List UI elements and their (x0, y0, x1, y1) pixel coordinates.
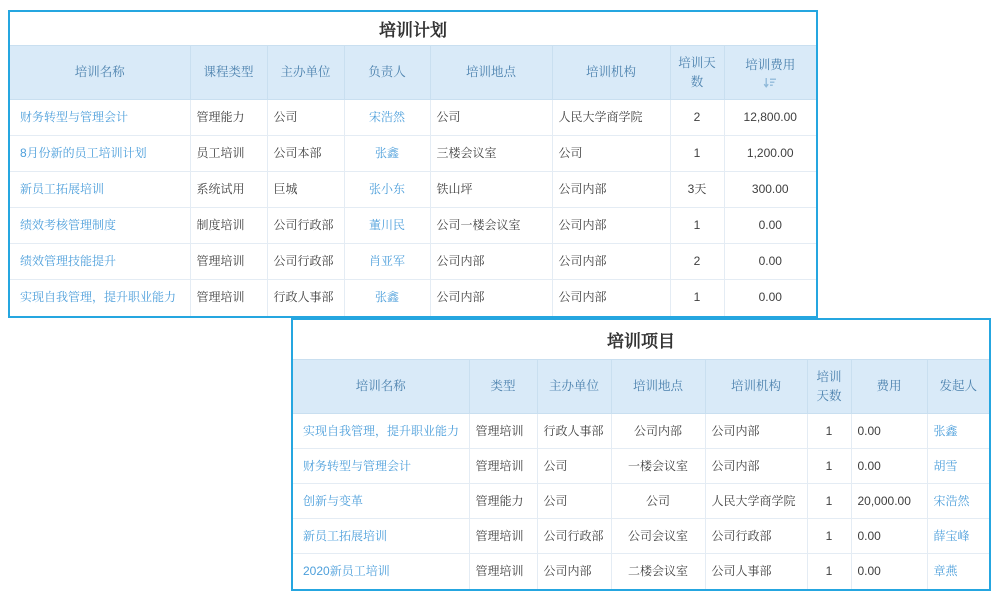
column-header-training-name: 培训名称 (10, 46, 190, 100)
column-header-training-fee[interactable]: 培训费用 (724, 46, 816, 100)
table-cell: 管理培训 (469, 414, 537, 449)
table-cell: 人民大学商学院 (705, 484, 807, 519)
table-cell: 0.00 (724, 280, 816, 316)
table-row (293, 554, 989, 589)
table-cell: 公司会议室 (611, 519, 705, 554)
table-cell: 管理培训 (190, 244, 267, 280)
table-cell: 0.00 (724, 244, 816, 280)
table-cell: 公司内部 (537, 554, 611, 589)
table-cell: 公司行政部 (267, 244, 344, 280)
table-row (10, 172, 816, 208)
training-project-grid (293, 359, 989, 589)
link-cell[interactable]: 8月份新的员工培训计划 (10, 136, 190, 172)
link-cell[interactable]: 张小东 (344, 172, 430, 208)
header-row (10, 46, 816, 100)
table-row (293, 519, 989, 554)
link-cell[interactable]: 创新与变革 (293, 484, 469, 519)
table-cell: 人民大学商学院 (552, 100, 670, 136)
training-plan-table (8, 10, 818, 318)
table-cell: 1 (807, 484, 851, 519)
link-cell[interactable]: 新员工拓展培训 (10, 172, 190, 208)
table-cell: 管理能力 (469, 484, 537, 519)
table-cell: 管理能力 (190, 100, 267, 136)
column-header-training-days: 培训天数 (807, 360, 851, 414)
table-cell: 公司内部 (705, 449, 807, 484)
table-cell: 1 (807, 519, 851, 554)
table-cell: 0.00 (851, 414, 927, 449)
table-cell: 公司内部 (705, 414, 807, 449)
table-cell: 行政人事部 (537, 414, 611, 449)
column-header-organizer: 主办单位 (267, 46, 344, 100)
link-cell[interactable]: 董川民 (344, 208, 430, 244)
table-cell: 0.00 (851, 519, 927, 554)
table-cell: 2 (670, 100, 724, 136)
table-cell: 管理培训 (469, 449, 537, 484)
column-header-person-in-charge: 负责人 (344, 46, 430, 100)
link-cell[interactable]: 胡雪 (927, 449, 989, 484)
table-cell: 12,800.00 (724, 100, 816, 136)
column-header-training-days: 培训天数 (670, 46, 724, 100)
table-cell: 管理培训 (469, 519, 537, 554)
table-cell: 三楼会议室 (430, 136, 552, 172)
table-cell: 管理培训 (190, 280, 267, 316)
table-cell: 一楼会议室 (611, 449, 705, 484)
table-cell: 1 (670, 280, 724, 316)
column-header-organizer: 主办单位 (537, 360, 611, 414)
table-cell: 1 (807, 414, 851, 449)
table-cell: 公司行政部 (267, 208, 344, 244)
link-cell[interactable]: 宋浩然 (344, 100, 430, 136)
table-cell: 公司 (537, 449, 611, 484)
link-cell[interactable]: 张鑫 (344, 280, 430, 316)
table-cell: 20,000.00 (851, 484, 927, 519)
table-row (293, 484, 989, 519)
table-cell: 公司内部 (611, 414, 705, 449)
table-cell: 1 (670, 136, 724, 172)
table-cell: 行政人事部 (267, 280, 344, 316)
table-cell: 1 (670, 208, 724, 244)
table-cell: 管理培训 (469, 554, 537, 589)
training-plan-title: 培训计划 (379, 21, 447, 40)
table-row (293, 414, 989, 449)
link-cell[interactable]: 实现自我管理，提升职业能力 (293, 414, 469, 449)
table-cell: 1 (807, 449, 851, 484)
header-row (293, 360, 989, 414)
table-cell: 公司 (552, 136, 670, 172)
link-cell[interactable]: 薛宝峰 (927, 519, 989, 554)
table-cell: 公司本部 (267, 136, 344, 172)
table-cell: 公司人事部 (705, 554, 807, 589)
table-row (293, 449, 989, 484)
table-cell: 2 (670, 244, 724, 280)
table-cell: 公司一楼会议室 (430, 208, 552, 244)
link-cell[interactable]: 绩效考核管理制度 (10, 208, 190, 244)
link-cell[interactable]: 财务转型与管理会计 (10, 100, 190, 136)
column-header-training-location: 培训地点 (430, 46, 552, 100)
table-cell: 公司 (537, 484, 611, 519)
table-cell: 公司内部 (430, 244, 552, 280)
table-cell: 巨城 (267, 172, 344, 208)
link-cell[interactable]: 肖亚军 (344, 244, 430, 280)
table-row (10, 280, 816, 316)
table-cell: 公司内部 (552, 208, 670, 244)
column-header-training-name: 培训名称 (293, 360, 469, 414)
table-cell: 300.00 (724, 172, 816, 208)
column-header-training-institution: 培训机构 (552, 46, 670, 100)
table-cell: 公司内部 (552, 280, 670, 316)
table-cell: 公司内部 (552, 244, 670, 280)
link-cell[interactable]: 宋浩然 (927, 484, 989, 519)
table-row (10, 100, 816, 136)
table-cell: 1,200.00 (724, 136, 816, 172)
link-cell[interactable]: 2020新员工培训 (293, 554, 469, 589)
training-project-title: 培训项目 (607, 332, 675, 351)
link-cell[interactable]: 张鑫 (344, 136, 430, 172)
table-row (10, 208, 816, 244)
table-cell: 3天 (670, 172, 724, 208)
table-row (10, 136, 816, 172)
table-cell: 二楼会议室 (611, 554, 705, 589)
table-cell: 铁山坪 (430, 172, 552, 208)
column-header-course-type: 课程类型 (190, 46, 267, 100)
table-cell: 1 (807, 554, 851, 589)
table-cell: 公司 (430, 100, 552, 136)
table-cell: 公司 (267, 100, 344, 136)
table-cell: 员工培训 (190, 136, 267, 172)
link-cell[interactable]: 张鑫 (927, 414, 989, 449)
sort-amount-down-icon[interactable] (763, 77, 777, 89)
column-header-initiator: 发起人 (927, 360, 989, 414)
table-cell: 公司 (611, 484, 705, 519)
table-cell: 公司内部 (430, 280, 552, 316)
link-cell[interactable]: 新员工拓展培训 (293, 519, 469, 554)
column-header-fee: 费用 (851, 360, 927, 414)
training-plan-grid (10, 45, 816, 316)
table-cell: 公司行政部 (705, 519, 807, 554)
table-cell: 0.00 (851, 554, 927, 589)
training-project-table (291, 318, 991, 591)
table-cell: 0.00 (851, 449, 927, 484)
table-cell: 0.00 (724, 208, 816, 244)
table-cell: 公司行政部 (537, 519, 611, 554)
column-header-type: 类型 (469, 360, 537, 414)
link-cell[interactable]: 章燕 (927, 554, 989, 589)
link-cell[interactable]: 财务转型与管理会计 (293, 449, 469, 484)
link-cell[interactable]: 绩效管理技能提升 (10, 244, 190, 280)
table-cell: 公司内部 (552, 172, 670, 208)
link-cell[interactable]: 实现自我管理，提升职业能力 (10, 280, 190, 316)
column-header-training-institution: 培训机构 (705, 360, 807, 414)
table-cell: 制度培训 (190, 208, 267, 244)
table-cell: 系统试用 (190, 172, 267, 208)
table-row (10, 244, 816, 280)
column-header-training-location: 培训地点 (611, 360, 705, 414)
